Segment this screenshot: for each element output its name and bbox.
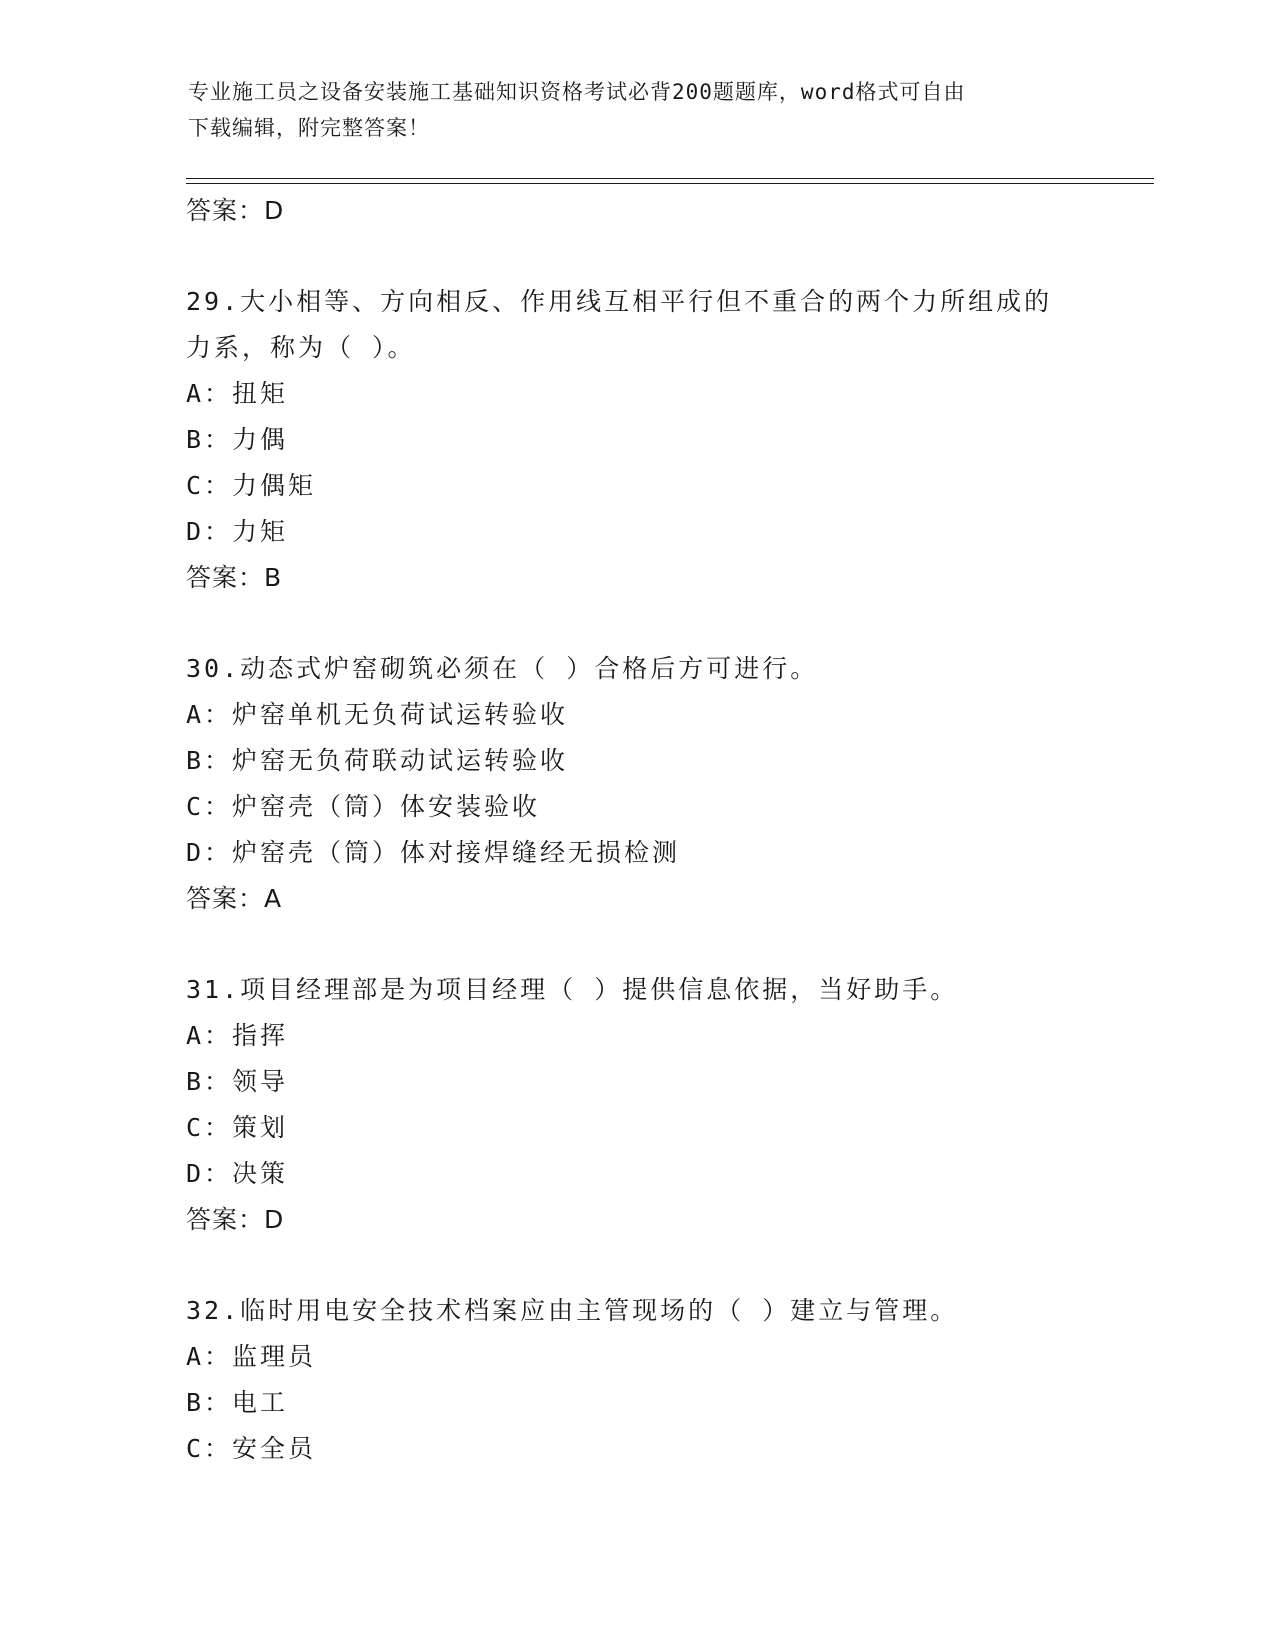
header-divider-top [186,178,1154,179]
question-stem: 30.动态式炉窑砌筑必须在（ ）合格后方可进行。 [186,654,819,683]
question-stem: 31.项目经理部是为项目经理（ ）提供信息依据，当好助手。 [186,975,959,1004]
option-c: C：安全员 [186,1434,317,1463]
header-line-2: 下载编辑，附完整答案！ [188,116,430,140]
option-c: C：力偶矩 [186,471,317,500]
spacer [186,601,1086,646]
option-b: B：电工 [186,1388,289,1417]
option-a: A：炉窑单机无负荷试运转验收 [186,700,569,729]
question-29 [186,279,1086,601]
option-b: B：炉窑无负荷联动试运转验收 [186,746,569,775]
question-list [186,188,1086,1472]
answer: 答案：D [186,1205,285,1234]
question-stem: 29.大小相等、方向相反、作用线互相平行但不重合的两个力所组成的 [186,287,1053,316]
option-d: D：炉窑壳（筒）体对接焊缝经无损检测 [186,838,681,867]
spacer [186,1243,1086,1288]
spacer [186,922,1086,967]
option-a: A：指挥 [186,1021,289,1050]
option-a: A：扭矩 [186,379,289,408]
question-stem: 32.临时用电安全技术档案应由主管现场的（ ）建立与管理。 [186,1296,959,1325]
option-b: B：力偶 [186,425,289,454]
answer: 答案：B [186,563,283,592]
question-30 [186,646,1086,922]
header-divider-bottom [186,183,1154,184]
header-line-1: 专业施工员之设备安装施工基础知识资格考试必背200题题库，word格式可自由 [188,80,966,104]
document-header [188,74,1088,146]
option-d: D：决策 [186,1159,289,1188]
option-c: C：炉窑壳（筒）体安装验收 [186,792,541,821]
question-stem-continued: 力系，称为（ ）。 [186,333,416,362]
question-32 [186,1288,1086,1472]
spacer [186,234,1086,279]
option-d: D：力矩 [186,517,289,546]
previous-answer: 答案：D [186,196,285,225]
question-31 [186,967,1086,1243]
option-c: C：策划 [186,1113,289,1142]
option-b: B：领导 [186,1067,289,1096]
option-a: A：监理员 [186,1342,317,1371]
answer: 答案：A [186,884,283,913]
